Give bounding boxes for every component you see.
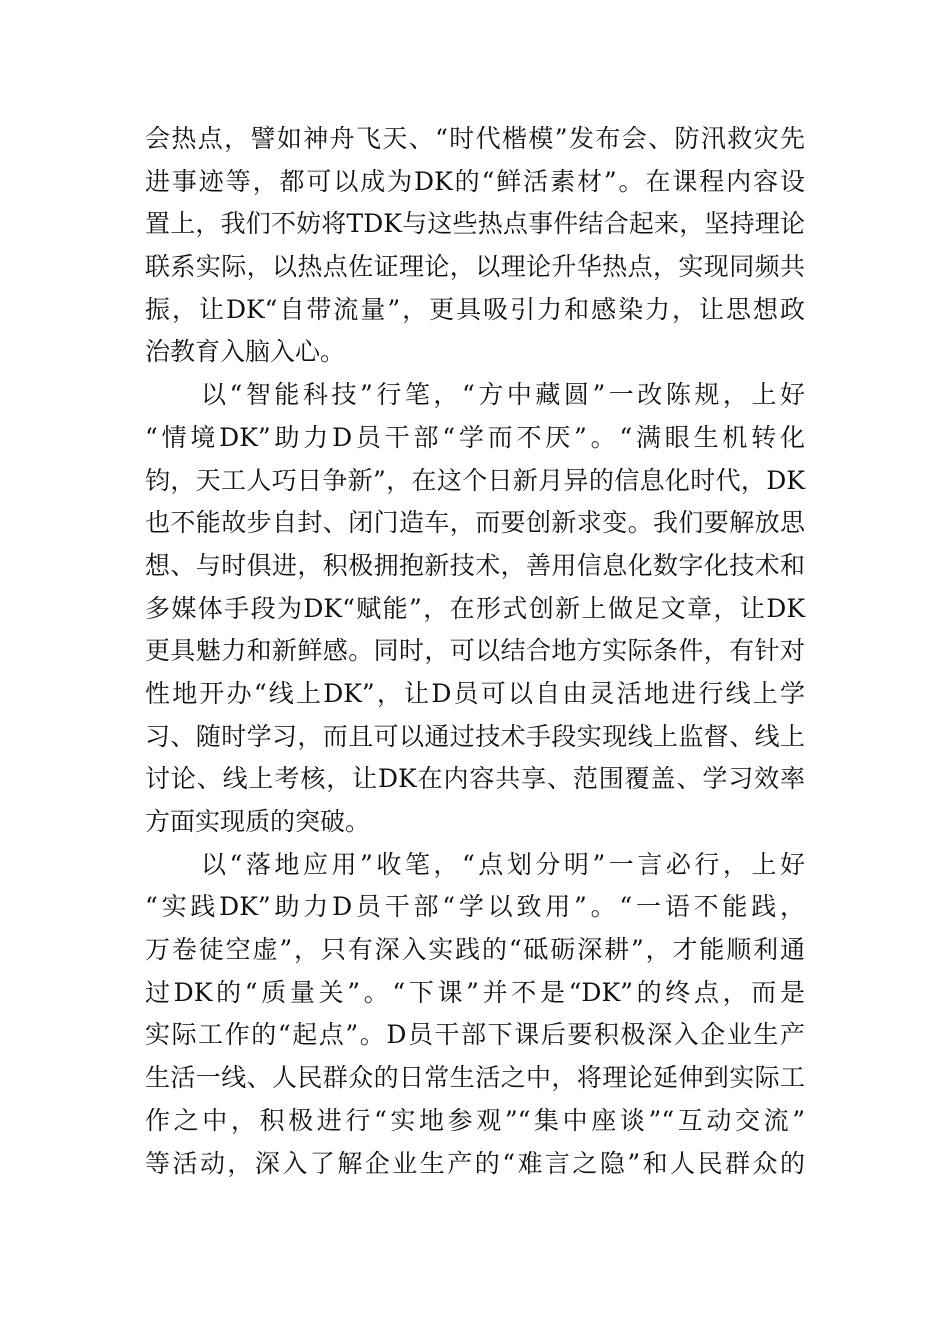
text-line: 等活动，深入了解企业生产的“难言之隐”和人民群众的 (145, 1148, 805, 1178)
text-line: 生活一线、人民群众的日常生活之中，将理论延伸到实际工 (145, 1063, 805, 1093)
text-line: 更具魅力和新鲜感。同时，可以结合地方实际条件，有针对 (145, 636, 805, 666)
text-line: 进事迹等，都可以成为DK的“鲜活素材”。在课程内容设 (145, 166, 805, 196)
paragraph-3 (145, 844, 805, 1186)
text-line: 置上，我们不妨将TDK与这些热点事件结合起来，坚持理论 (145, 209, 805, 239)
text-line: 过DK的“质量关”。“下课”并不是“DK”的终点，而是 (145, 977, 805, 1007)
document-body (145, 118, 805, 1185)
text-line: 钧，天工人巧日争新”，在这个日新月异的信息化时代，DK (145, 465, 805, 495)
text-line: 以“落地应用”收笔，“点划分明”一言必行，上好 (201, 849, 805, 879)
text-line: 万卷徒空虚”，只有深入实践的“砥砺深耕”，才能顺利通 (145, 935, 805, 965)
text-line: 以“智能科技”行笔，“方中藏圆”一改陈规，上好 (201, 380, 805, 410)
text-line: 想、与时俱进，积极拥抱新技术，善用信息化数字化技术和 (145, 550, 805, 580)
text-line: 习、随时学习，而且可以通过技术手段实现线上监督、线上 (145, 721, 805, 751)
text-line: 治教育入脑入心。 (145, 337, 346, 367)
text-line: 性地开办“线上DK”，让D员可以自由灵活地进行线上学 (145, 678, 805, 708)
text-line: 作之中，积极进行“实地参观”“集中座谈”“互动交流” (145, 1105, 805, 1135)
text-line: “实践DK”助力D员干部“学以致用”。“一语不能践， (145, 892, 805, 922)
text-line: 联系实际，以热点佐证理论，以理论升华热点，实现同频共 (145, 252, 805, 282)
paragraph-1 (145, 118, 805, 374)
text-line: 讨论、线上考核，让DK在内容共享、范围覆盖、学习效率 (145, 764, 805, 794)
text-line: 方面实现质的突破。 (145, 807, 371, 836)
text-line: 振，让DK“自带流量”，更具吸引力和感染力，让思想政 (145, 294, 805, 324)
paragraph-2 (145, 374, 805, 844)
text-line: 多媒体手段为DK“赋能”，在形式创新上做足文章，让DK (145, 593, 805, 623)
text-line: 会热点，譬如神舟飞天、“时代楷模”发布会、防汛救灾先 (145, 124, 805, 153)
text-line: “情境DK”助力D员干部“学而不厌”。“满眼生机转化 (145, 422, 805, 452)
text-line: 也不能故步自封、闭门造车，而要创新求变。我们要解放思 (145, 508, 805, 538)
text-line: 实际工作的“起点”。D员干部下课后要积极深入企业生产 (145, 1020, 805, 1050)
